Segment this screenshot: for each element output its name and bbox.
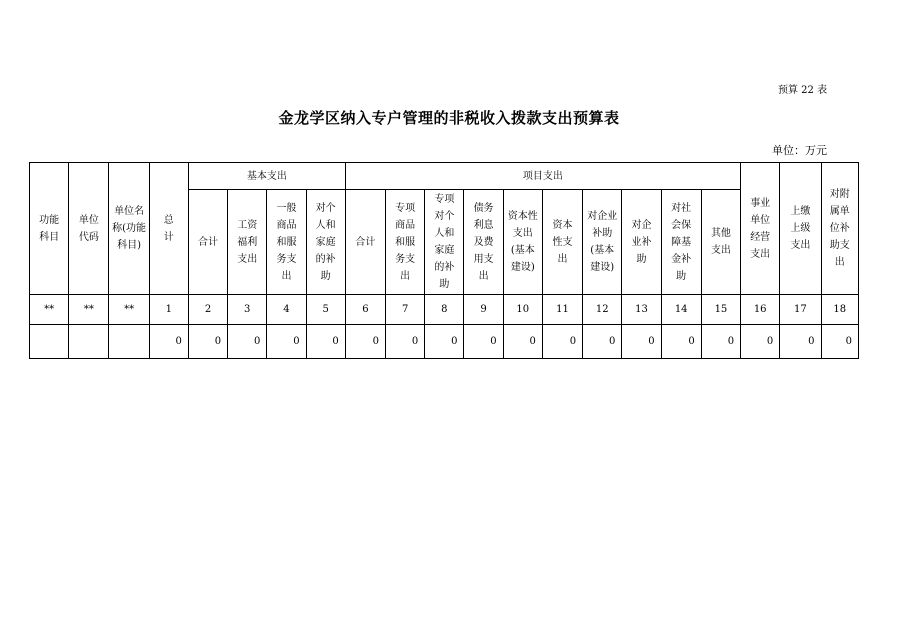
data-cell: 0 xyxy=(464,325,503,359)
data-cell: 0 xyxy=(188,325,227,359)
column-index-cell: 18 xyxy=(821,295,858,325)
column-index-cell: 9 xyxy=(464,295,503,325)
column-index-cell: 16 xyxy=(741,295,780,325)
data-cell: 0 xyxy=(306,325,345,359)
header-total: 总计 xyxy=(149,163,188,295)
data-cell: 0 xyxy=(149,325,188,359)
data-cell: 0 xyxy=(622,325,661,359)
column-index-cell: 8 xyxy=(425,295,464,325)
header-subsidiary-subsidy: 对附属单位补助支出 xyxy=(821,163,858,295)
column-index-cell: 7 xyxy=(386,295,425,325)
data-cell: 0 xyxy=(661,325,701,359)
header-special-personal-subsidy: 专项对个人和家庭的补助 xyxy=(425,190,464,295)
group-basic-expense: 基本支出 xyxy=(188,163,345,190)
data-cell: 0 xyxy=(345,325,385,359)
data-cell: 0 xyxy=(701,325,740,359)
form-number: 预算 22 表 xyxy=(778,85,828,96)
header-capital-construction: 资本性支出(基本建设) xyxy=(503,190,542,295)
budget-table xyxy=(29,162,859,359)
data-cell: 0 xyxy=(425,325,464,359)
column-index-cell: 12 xyxy=(583,295,622,325)
header-enterprise-subsidy: 对企业补助 xyxy=(622,190,661,295)
data-cell: 0 xyxy=(542,325,582,359)
column-index-cell: 2 xyxy=(188,295,227,325)
header-social-security-fund: 对社会保障基金补助 xyxy=(661,190,701,295)
column-index-cell: 5 xyxy=(306,295,345,325)
column-index-cell: 15 xyxy=(701,295,740,325)
column-index-cell: ** xyxy=(30,295,69,325)
data-cell: 0 xyxy=(228,325,267,359)
unit-label: 单位：万元 xyxy=(772,144,827,157)
column-index-cell: 4 xyxy=(267,295,306,325)
column-index-cell: 11 xyxy=(542,295,582,325)
data-cell: 0 xyxy=(741,325,780,359)
header-salary-welfare: 工资福利支出 xyxy=(228,190,267,295)
column-index-cell: 17 xyxy=(780,295,821,325)
column-index-cell: 10 xyxy=(503,295,542,325)
column-index-cell: 3 xyxy=(228,295,267,325)
header-enterprise-construction: 对企业补助(基本建设) xyxy=(583,190,622,295)
data-cell: 0 xyxy=(267,325,306,359)
data-cell: 0 xyxy=(386,325,425,359)
data-row xyxy=(30,325,859,359)
column-index-cell: ** xyxy=(69,295,109,325)
column-index-cell: ** xyxy=(109,295,149,325)
column-index-cell: 14 xyxy=(661,295,701,325)
header-debt-interest: 债务利息及费用支出 xyxy=(464,190,503,295)
data-cell: 0 xyxy=(780,325,821,359)
data-cell: 0 xyxy=(821,325,858,359)
header-goods-services: 一般商品和服务支出 xyxy=(267,190,306,295)
header-personal-family-subsidy: 对个人和家庭的补助 xyxy=(306,190,345,295)
data-cell: 0 xyxy=(583,325,622,359)
data-cell xyxy=(30,325,69,359)
data-cell: 0 xyxy=(503,325,542,359)
header-basic-subtotal: 合计 xyxy=(188,190,227,295)
column-index-cell: 1 xyxy=(149,295,188,325)
column-index-cell: 13 xyxy=(622,295,661,325)
header-project-subtotal: 合计 xyxy=(345,190,385,295)
header-function-subject: 功能科目 xyxy=(30,163,69,295)
header-special-goods-services: 专项商品和服务支出 xyxy=(386,190,425,295)
header-capital-expense: 资本性支出 xyxy=(542,190,582,295)
data-cell xyxy=(109,325,149,359)
data-cell xyxy=(69,325,109,359)
header-unit-code: 单位代码 xyxy=(69,163,109,295)
column-index-row xyxy=(30,295,859,325)
group-project-expense: 项目支出 xyxy=(345,163,740,190)
header-unit-name: 单位名称(功能科目) xyxy=(109,163,149,295)
header-other-expense: 其他支出 xyxy=(701,190,740,295)
column-index-cell: 6 xyxy=(345,295,385,325)
header-remit-superior: 上缴上级支出 xyxy=(780,163,821,295)
header-business-operation: 事业单位经营支出 xyxy=(741,163,780,295)
page-title: 金龙学区纳入专户管理的非税收入拨款支出预算表 xyxy=(278,109,620,127)
